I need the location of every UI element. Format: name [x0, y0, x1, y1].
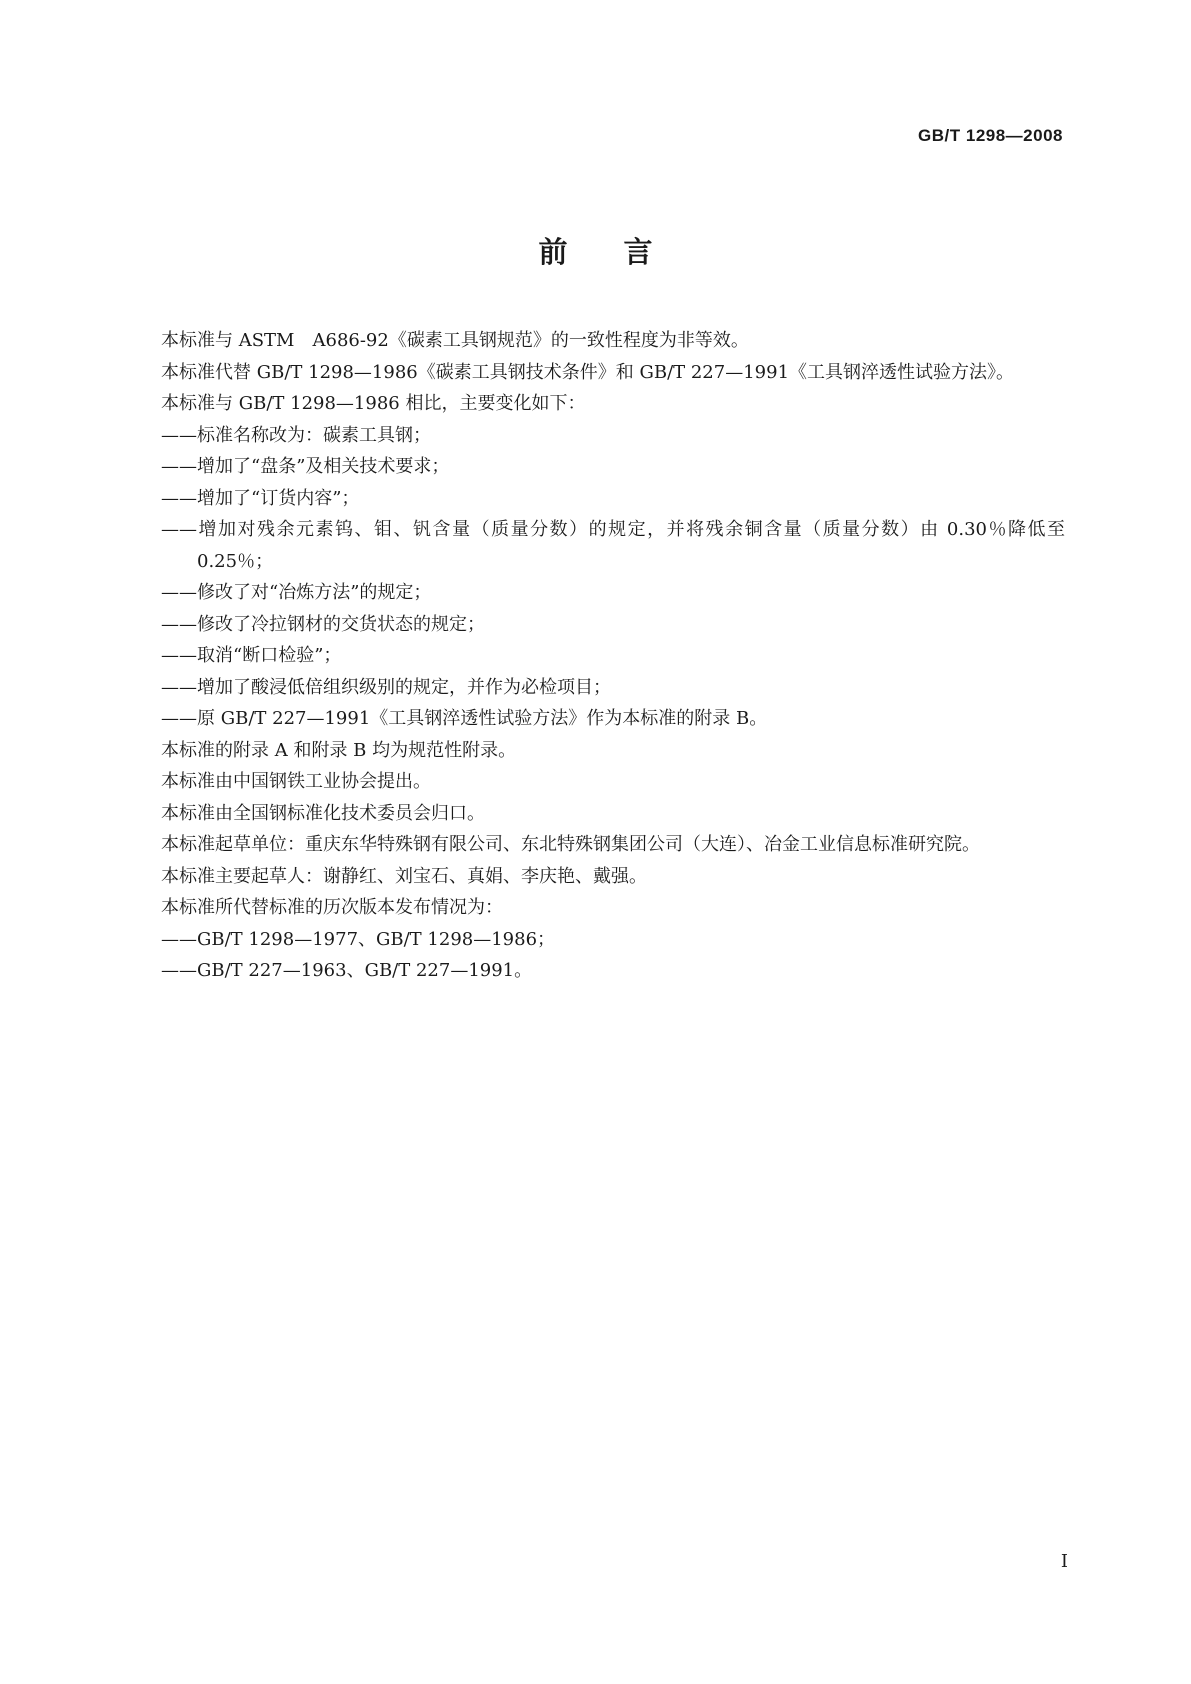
previous-version-item: ——GB/T 227—1963、GB/T 227—1991。: [161, 960, 533, 981]
standard-number: GB/T 1298—2008: [918, 126, 1063, 145]
page-number: I: [1060, 1551, 1068, 1572]
change-item: ——增加对残余元素钨、钼、钒含量（质量分数）的规定，并将残余铜含量（质量分数）由 0.30％降低至 0.25％；: [161, 519, 1065, 572]
change-item: ——原 GB/T 227—1991《工具钢淬透性试验方法》作为本标准的附录 B。: [161, 708, 768, 729]
change-item: ——修改了冷拉钢材的交货状态的规定；: [161, 613, 485, 635]
paragraph-drafting-units: 本标准起草单位：重庆东华特殊钢有限公司、东北特殊钢集团公司（大连）、冶金工业信息标准研究院。: [161, 834, 980, 855]
paragraph-changes-intro: 本标准与 GB/T 1298—1986 相比，主要变化如下：: [161, 393, 586, 414]
change-item: ——修改了对“冶炼方法”的规定；: [161, 582, 432, 603]
page-title: 前言: [538, 235, 709, 269]
paragraph-annexes: 本标准的附录 A 和附录 B 均为规范性附录。: [161, 739, 517, 761]
change-item: ——增加了“订货内容”；: [161, 487, 360, 509]
previous-version-item: ——GB/T 1298—1977、GB/T 1298—1986；: [161, 928, 556, 950]
paragraph-version-history: 本标准所代替标准的历次版本发布情况为：: [161, 897, 503, 918]
paragraph-replaces: 本标准代替 GB/T 1298—1986《碳素工具钢技术条件》和 GB/T 227—1991《工具钢淬透性试验方法》。: [161, 361, 1015, 383]
change-item: ——标准名称改为：碳素工具钢；: [161, 424, 431, 446]
paragraph-centralized-by: 本标准由全国钢标准化技术委员会归口。: [161, 802, 485, 824]
paragraph-consistency: 本标准与 ASTM A686-92《碳素工具钢规范》的一致性程度为非等效。: [161, 330, 749, 351]
foreword-body: [125, 325, 1065, 987]
paragraph-proposed-by: 本标准由中国钢铁工业协会提出。: [161, 771, 431, 792]
paragraph-drafters: 本标准主要起草人：谢静红、刘宝石、真娟、李庆艳、戴强。: [161, 865, 647, 887]
change-item: ——取消“断口检验”；: [161, 645, 342, 666]
change-item: ——增加了“盘条”及相关技术要求；: [161, 456, 450, 477]
change-item: ——增加了酸浸低倍组织级别的规定，并作为必检项目；: [161, 676, 611, 698]
